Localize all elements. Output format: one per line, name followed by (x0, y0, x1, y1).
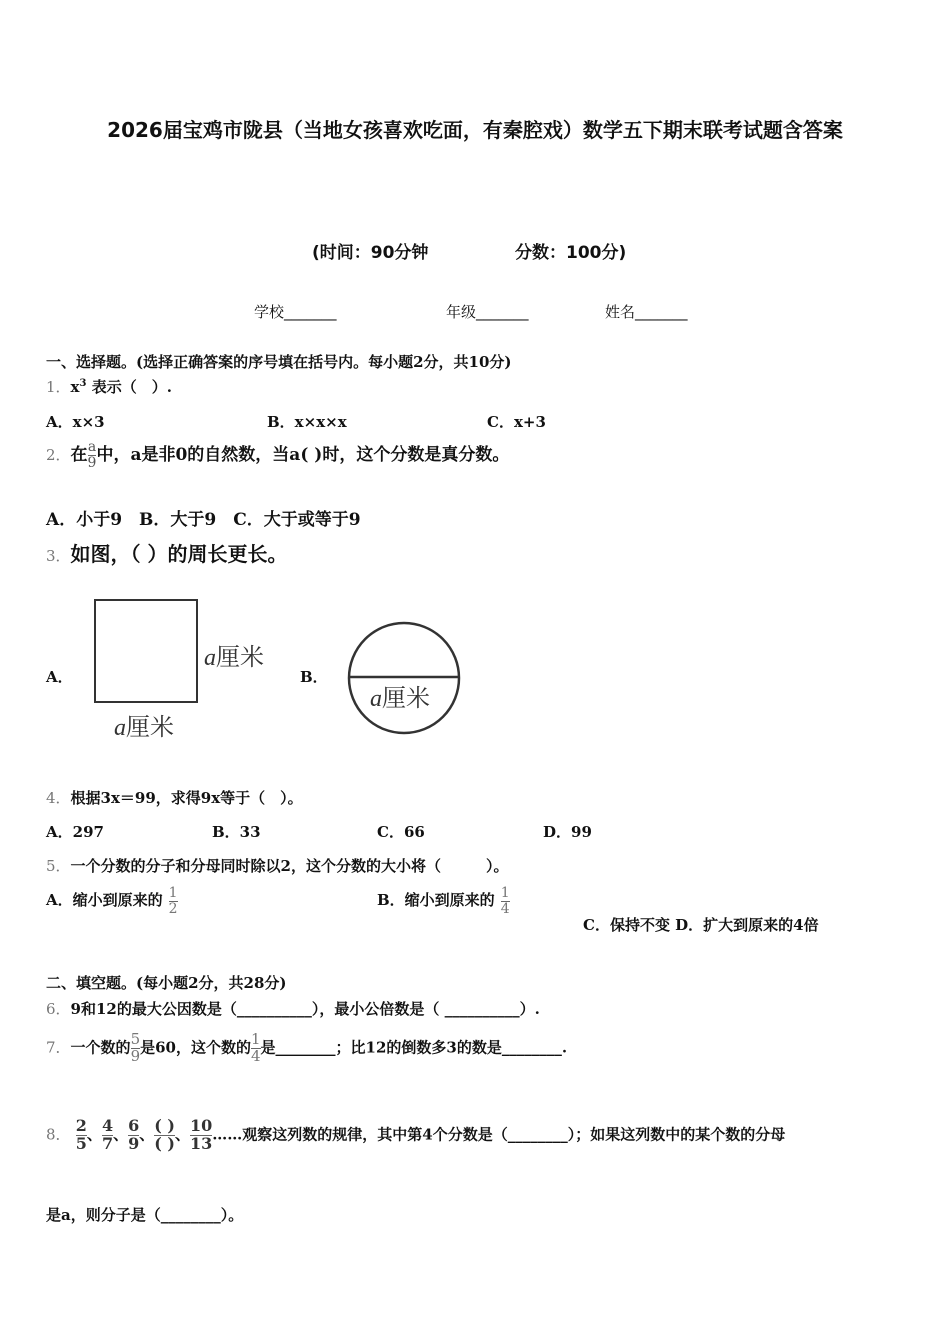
question-number: 8． (46, 1125, 71, 1144)
question-5 (46, 855, 509, 876)
q6-text: 9和12的最大公因数是（__________），最小公倍数是（ __________）. (70, 1000, 540, 1018)
q3-option-a[interactable]: A． (46, 668, 73, 686)
q8-separator: 、 (113, 1125, 129, 1144)
fraction-denominator: 9 (130, 1046, 141, 1065)
q3-text: 如图，（ ）的周长更长。 (70, 542, 288, 566)
q4-option-c[interactable]: C．66 (377, 823, 425, 841)
q7-mid: 是60，这个数的 (140, 1038, 251, 1057)
section-2-heading: 二、填空题。(每小题2分，共28分) (46, 974, 287, 992)
grade-field[interactable]: 年级_______ (446, 303, 529, 321)
q2-fraction-numerator: a (87, 439, 97, 456)
question-2 (46, 440, 509, 471)
q1-option-c[interactable]: C．x+3 (487, 413, 546, 431)
q1-text: 表示（ ）. (86, 378, 172, 396)
fraction-denominator: 5 (75, 1133, 87, 1153)
question-number: 5． (46, 857, 71, 875)
q5-text: 一个分数的分子和分母同时除以2，这个分数的大小将（ ）。 (70, 857, 509, 875)
fraction-denominator: 4 (250, 1046, 261, 1065)
circle-diameter-unit: 厘米 (382, 686, 430, 712)
q8-fraction-5 (190, 1118, 212, 1153)
question-8 (46, 1118, 785, 1153)
q5-option-a[interactable] (46, 886, 178, 916)
section-1-heading: 一、选择题。(选择正确答案的序号填在括号内。每小题2分，共10分) (46, 353, 512, 371)
square-figure (94, 599, 198, 703)
q5-option-b-fraction (501, 886, 510, 916)
square-bottom-unit: 厘米 (126, 715, 174, 741)
q8-separator: 、 (174, 1125, 190, 1144)
fraction-denominator: 13 (189, 1133, 213, 1153)
q7-pre: 一个数的 (70, 1038, 131, 1057)
question-1 (46, 376, 172, 397)
circle-diameter-label (370, 678, 430, 713)
q1-base: x (70, 378, 80, 396)
square-bottom-label (114, 707, 174, 742)
q7-fraction-2 (251, 1032, 261, 1065)
question-number: 3． (46, 547, 71, 565)
q7-post: 是________；比12的倒数多3的数是________. (260, 1038, 568, 1057)
q2-post: 中，a是非0的自然数，当a( )时，这个分数是真分数。 (96, 445, 510, 465)
fraction-denominator: 4 (500, 900, 510, 917)
fraction-denominator: 7 (101, 1133, 114, 1153)
fraction-numerator: 1 (168, 885, 178, 901)
fraction-denominator: ( ) (154, 1133, 175, 1153)
q8-fraction-1 (76, 1118, 87, 1153)
q1-option-a[interactable]: A．x×3 (46, 413, 105, 431)
school-field[interactable]: 学校_______ (254, 303, 337, 321)
fraction-numerator: 2 (75, 1116, 87, 1135)
q1-exponent: 3 (79, 378, 87, 389)
q4-option-a[interactable]: A．297 (46, 823, 104, 841)
fraction-numerator: 1 (500, 885, 510, 901)
q8-fraction-4 (154, 1118, 175, 1153)
fraction-denominator: 2 (168, 900, 178, 917)
square-side-label (204, 637, 264, 672)
q5-option-a-fraction (169, 886, 178, 916)
fraction-numerator: 6 (128, 1116, 140, 1135)
q2-fraction-denominator: 9 (87, 455, 97, 471)
q8-separator: 、 (139, 1125, 155, 1144)
square-side-variable: a (204, 645, 216, 671)
question-3 (46, 538, 288, 567)
q2-pre: 在 (70, 445, 88, 465)
q4-text: 根据3x＝99，求得9x等于（ ）。 (70, 789, 303, 807)
q5-option-b[interactable] (377, 886, 510, 916)
q1-option-b[interactable]: B．x×x×x (267, 413, 347, 431)
q2-options[interactable]: A．小于9 B．大于9 C．大于或等于9 (46, 510, 361, 530)
q5-option-a-text: A．缩小到原来的 (46, 891, 163, 910)
question-6 (46, 998, 540, 1019)
fraction-numerator: 1 (250, 1030, 261, 1048)
q3-option-b[interactable]: B． (300, 668, 328, 686)
q8-fraction-3 (128, 1118, 139, 1153)
question-number: 4． (46, 789, 71, 807)
score-label: 分数：100分) (515, 243, 627, 263)
q7-fraction-1 (131, 1032, 141, 1065)
q5-option-cd[interactable]: C．保持不变 D．扩大到原来的4倍 (583, 916, 819, 934)
q8-fraction-2 (102, 1118, 113, 1153)
circle-diameter-variable: a (370, 686, 382, 712)
q8-separator: 、 (86, 1125, 102, 1144)
page-title: 2026届宝鸡市陇县（当地女孩喜欢吃面，有秦腔戏）数学五下期末联考试题含答案 (107, 118, 843, 142)
q4-option-b[interactable]: B．33 (212, 823, 261, 841)
q8-post: ……观察这列数的规律，其中第4个分数是（________）；如果这列数中的某个数的分母 (212, 1125, 786, 1144)
question-8-line-2: 是a，则分子是（________）。 (46, 1206, 244, 1224)
question-7 (46, 1032, 567, 1065)
question-4 (46, 787, 303, 808)
square-side-unit: 厘米 (216, 645, 264, 671)
fraction-numerator: ( ) (154, 1116, 175, 1135)
question-number: 2． (46, 446, 71, 464)
question-number: 6． (46, 1000, 71, 1018)
q5-option-b-text: B．缩小到原来的 (377, 891, 495, 910)
question-number: 1． (46, 378, 71, 396)
fraction-numerator: 5 (130, 1030, 141, 1048)
fraction-numerator: 4 (101, 1116, 114, 1135)
square-bottom-variable: a (114, 715, 126, 741)
q4-option-d[interactable]: D．99 (543, 823, 592, 841)
fraction-numerator: 10 (189, 1116, 213, 1135)
time-label: (时间：90分钟 (312, 243, 429, 263)
fraction-denominator: 9 (128, 1133, 140, 1153)
name-field[interactable]: 姓名_______ (605, 303, 688, 321)
question-number: 7． (46, 1038, 71, 1057)
